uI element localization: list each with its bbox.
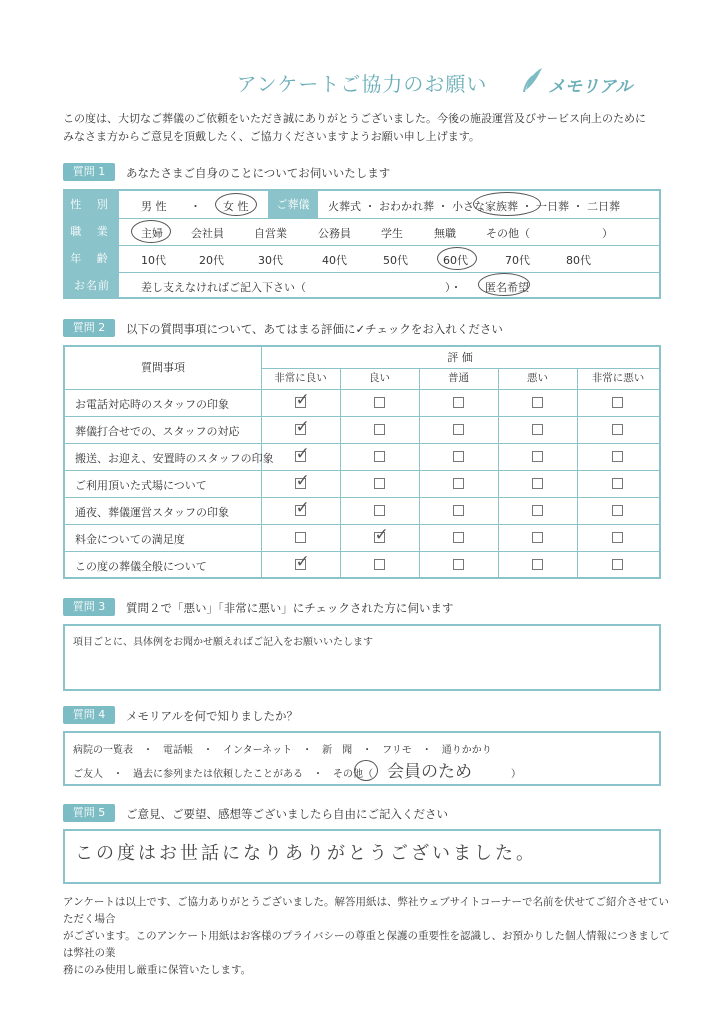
gender-male[interactable]: 男 性: [141, 200, 167, 213]
rating-checkbox[interactable]: [532, 451, 543, 462]
age-option[interactable]: 10代: [141, 254, 166, 267]
selection-circle: [131, 220, 171, 243]
rating-checkbox[interactable]: [532, 478, 543, 489]
question-1-label: 質問 1: [63, 163, 115, 181]
rating-checkbox[interactable]: [374, 424, 385, 435]
q4-handwritten-answer: 会員のため: [387, 762, 472, 782]
divider: [340, 368, 341, 577]
question-2-label: 質問 2: [63, 319, 115, 337]
selection-circle: [478, 273, 530, 296]
rating-checkbox[interactable]: [374, 505, 385, 516]
age-option[interactable]: 40代: [322, 254, 347, 267]
funeral-head: ご葬儀: [268, 191, 318, 218]
rating-checkbox[interactable]: [374, 559, 385, 570]
job-option[interactable]: 主婦: [141, 227, 163, 240]
rating-row-label: 搬送、お迎え、安置時のスタッフの印象: [75, 452, 274, 465]
occupation-head: 職 業: [65, 218, 119, 245]
rating-checkbox[interactable]: [453, 451, 464, 462]
check-mark-icon: ✓: [374, 525, 389, 545]
name-row: [65, 272, 659, 297]
check-mark-icon: ✓: [295, 390, 310, 410]
divider: [65, 524, 659, 525]
q4-close-paren: ）: [511, 769, 521, 780]
page-title: アンケートご協力のお願い: [236, 72, 488, 96]
age-option[interactable]: 50代: [383, 254, 408, 267]
selection-circle: [437, 247, 477, 270]
question-5-text: ご意見、ご要望、感想等ございましたら自由にご記入ください: [126, 807, 448, 821]
q4-options-line2[interactable]: ご友人 ・ 過去に参列または依頼したことがある ・ その他（: [73, 769, 373, 780]
funeral-options[interactable]: 火葬式 ・ おわかれ葬 ・ 小さな家族葬 ・ 一日葬 ・ 二日葬: [328, 200, 620, 213]
column-header-evaluation: 評 価: [447, 351, 473, 364]
rating-checkbox[interactable]: [612, 451, 623, 462]
rating-checkbox[interactable]: [453, 478, 464, 489]
intro-text: [63, 110, 663, 146]
column-header-item: 質問事項: [141, 361, 185, 374]
question-4-label: 質問 4: [63, 706, 115, 724]
selection-circle: [354, 760, 378, 781]
occupation-row: [65, 218, 659, 246]
rating-checkbox[interactable]: [453, 397, 464, 408]
name-prompt: 差し支えなければご記入下さい（: [141, 281, 306, 294]
rating-checkbox[interactable]: [612, 505, 623, 516]
q4-options-line1[interactable]: 病院の一覧表 ・ 電話帳 ・ インターネット ・ 新 聞 ・ フリモ ・ 通りかかり: [73, 745, 492, 756]
name-close: ）・: [445, 281, 462, 294]
footer-line: アンケートは以上です、ご協力ありがとうございました。解答用紙は、弊社ウェブサイトコーナーで名前を伏せてご紹介させていただく場合: [63, 896, 669, 925]
scale-header: 非常に良い: [274, 372, 327, 384]
question-5-label: 質問 5: [63, 804, 115, 822]
rating-row-label: 料金についての満足度: [75, 533, 185, 546]
rating-checkbox[interactable]: [532, 397, 543, 408]
scale-header: 普通: [448, 372, 469, 384]
job-option[interactable]: 会社員: [191, 227, 224, 240]
selection-circle: [473, 192, 541, 216]
rating-checkbox[interactable]: [612, 478, 623, 489]
footer-line: 務にのみ使用し厳重に保管いたします。: [63, 964, 252, 976]
job-option[interactable]: 学生: [381, 227, 403, 240]
gender-head: 性 別: [65, 191, 119, 218]
divider: [65, 497, 659, 498]
brand-logo: メモリアル: [548, 77, 633, 97]
name-head: お名前: [65, 272, 119, 297]
divider: [419, 368, 420, 577]
rating-checkbox[interactable]: [453, 559, 464, 570]
rating-row-label: この度の葬儀全般について: [75, 560, 207, 573]
rating-row-label: ご利用頂いた式場について: [75, 479, 207, 492]
age-head: 年 齢: [65, 245, 119, 272]
q4-options-box: [63, 731, 661, 786]
divider: [577, 368, 578, 577]
q3-answer-box[interactable]: [63, 624, 661, 691]
rating-checkbox[interactable]: [453, 424, 464, 435]
divider: [65, 443, 659, 444]
question-3-text: 質問２で「悪い」「非常に悪い」にチェックされた方に伺います: [126, 601, 454, 615]
rating-row-label: 葬儀打合せでの、スタッフの対応: [75, 425, 240, 438]
scale-header: 非常に悪い: [591, 372, 645, 384]
question-1-text: あなたさまご自身のことについてお伺いいたします: [126, 166, 391, 180]
rating-checkbox[interactable]: [532, 559, 543, 570]
gender-female[interactable]: 女 性: [223, 200, 249, 213]
age-option[interactable]: 20代: [199, 254, 224, 267]
check-mark-icon: ✓: [295, 444, 310, 464]
age-option[interactable]: 30代: [258, 254, 283, 267]
rating-checkbox[interactable]: [612, 532, 623, 543]
rating-checkbox[interactable]: [453, 532, 464, 543]
rating-checkbox[interactable]: [532, 505, 543, 516]
job-option[interactable]: その他（: [486, 227, 530, 240]
job-option[interactable]: 公務員: [318, 227, 351, 240]
age-option[interactable]: 60代: [443, 254, 468, 267]
rating-checkbox[interactable]: [532, 424, 543, 435]
divider: [65, 389, 659, 390]
rating-checkbox[interactable]: [453, 505, 464, 516]
age-row: [65, 245, 659, 273]
question-4-text: メモリアルを何で知りましたか？: [126, 709, 299, 723]
question-2-text: 以下の質問事項について、あてはまる評価に✓チェックをお入れください: [126, 322, 503, 336]
q5-handwritten-answer: この度はお世話になりありがとうございました。: [75, 843, 537, 864]
check-mark-icon: ✓: [295, 417, 310, 437]
intro-line: この度は、大切なご葬儀のご依頼をいただき誠にありがとうございました。今後の施設運営及びサービス向上のために: [63, 112, 646, 125]
footer-notice: [63, 894, 673, 979]
rating-table: [63, 345, 661, 579]
job-close: ）: [602, 227, 613, 240]
divider: [65, 470, 659, 471]
rating-checkbox[interactable]: [295, 532, 306, 543]
rating-checkbox[interactable]: [612, 424, 623, 435]
scale-header: 良い: [369, 372, 390, 384]
separator: ・: [190, 200, 201, 213]
divider: [65, 551, 659, 552]
memorial-logo-icon: [522, 66, 544, 94]
footer-line: がございます。このアンケート用紙はお客様のプライバシーの尊重と保護の重要性を認識し、お預かりした個人情報につきましては弊社の業: [63, 930, 670, 959]
gender-row: [65, 191, 659, 219]
anonymous-option[interactable]: 匿名希望: [485, 281, 529, 294]
selection-circle: [215, 193, 257, 216]
divider: [498, 368, 499, 577]
rating-row-label: お電話対応時のスタッフの印象: [75, 398, 229, 411]
check-mark-icon: ✓: [295, 498, 310, 518]
rating-checkbox[interactable]: [374, 478, 385, 489]
check-mark-icon: ✓: [295, 471, 310, 491]
age-option[interactable]: 70代: [505, 254, 530, 267]
q3-instructions: 項目ごとに、具体例をお聞かせ願えればご記入をお願いいたします: [73, 637, 373, 648]
rating-checkbox[interactable]: [532, 532, 543, 543]
rating-row-label: 通夜、葬儀運営スタッフの印象: [75, 506, 229, 519]
rating-checkbox[interactable]: [374, 451, 385, 462]
age-option[interactable]: 80代: [566, 254, 591, 267]
scale-header: 悪い: [527, 372, 548, 384]
rating-checkbox[interactable]: [374, 397, 385, 408]
profile-table: [63, 189, 661, 299]
check-mark-icon: ✓: [295, 552, 310, 572]
q5-answer-box[interactable]: [63, 829, 661, 884]
rating-checkbox[interactable]: [612, 397, 623, 408]
job-option[interactable]: 自営業: [254, 227, 287, 240]
question-3-label: 質問 3: [63, 598, 115, 616]
rating-checkbox[interactable]: [612, 559, 623, 570]
intro-line: みなさま方からご意見を頂戴したく、ご協力くださいますようお願い申し上げます。: [63, 130, 480, 143]
job-option[interactable]: 無職: [434, 227, 456, 240]
divider: [65, 416, 659, 417]
